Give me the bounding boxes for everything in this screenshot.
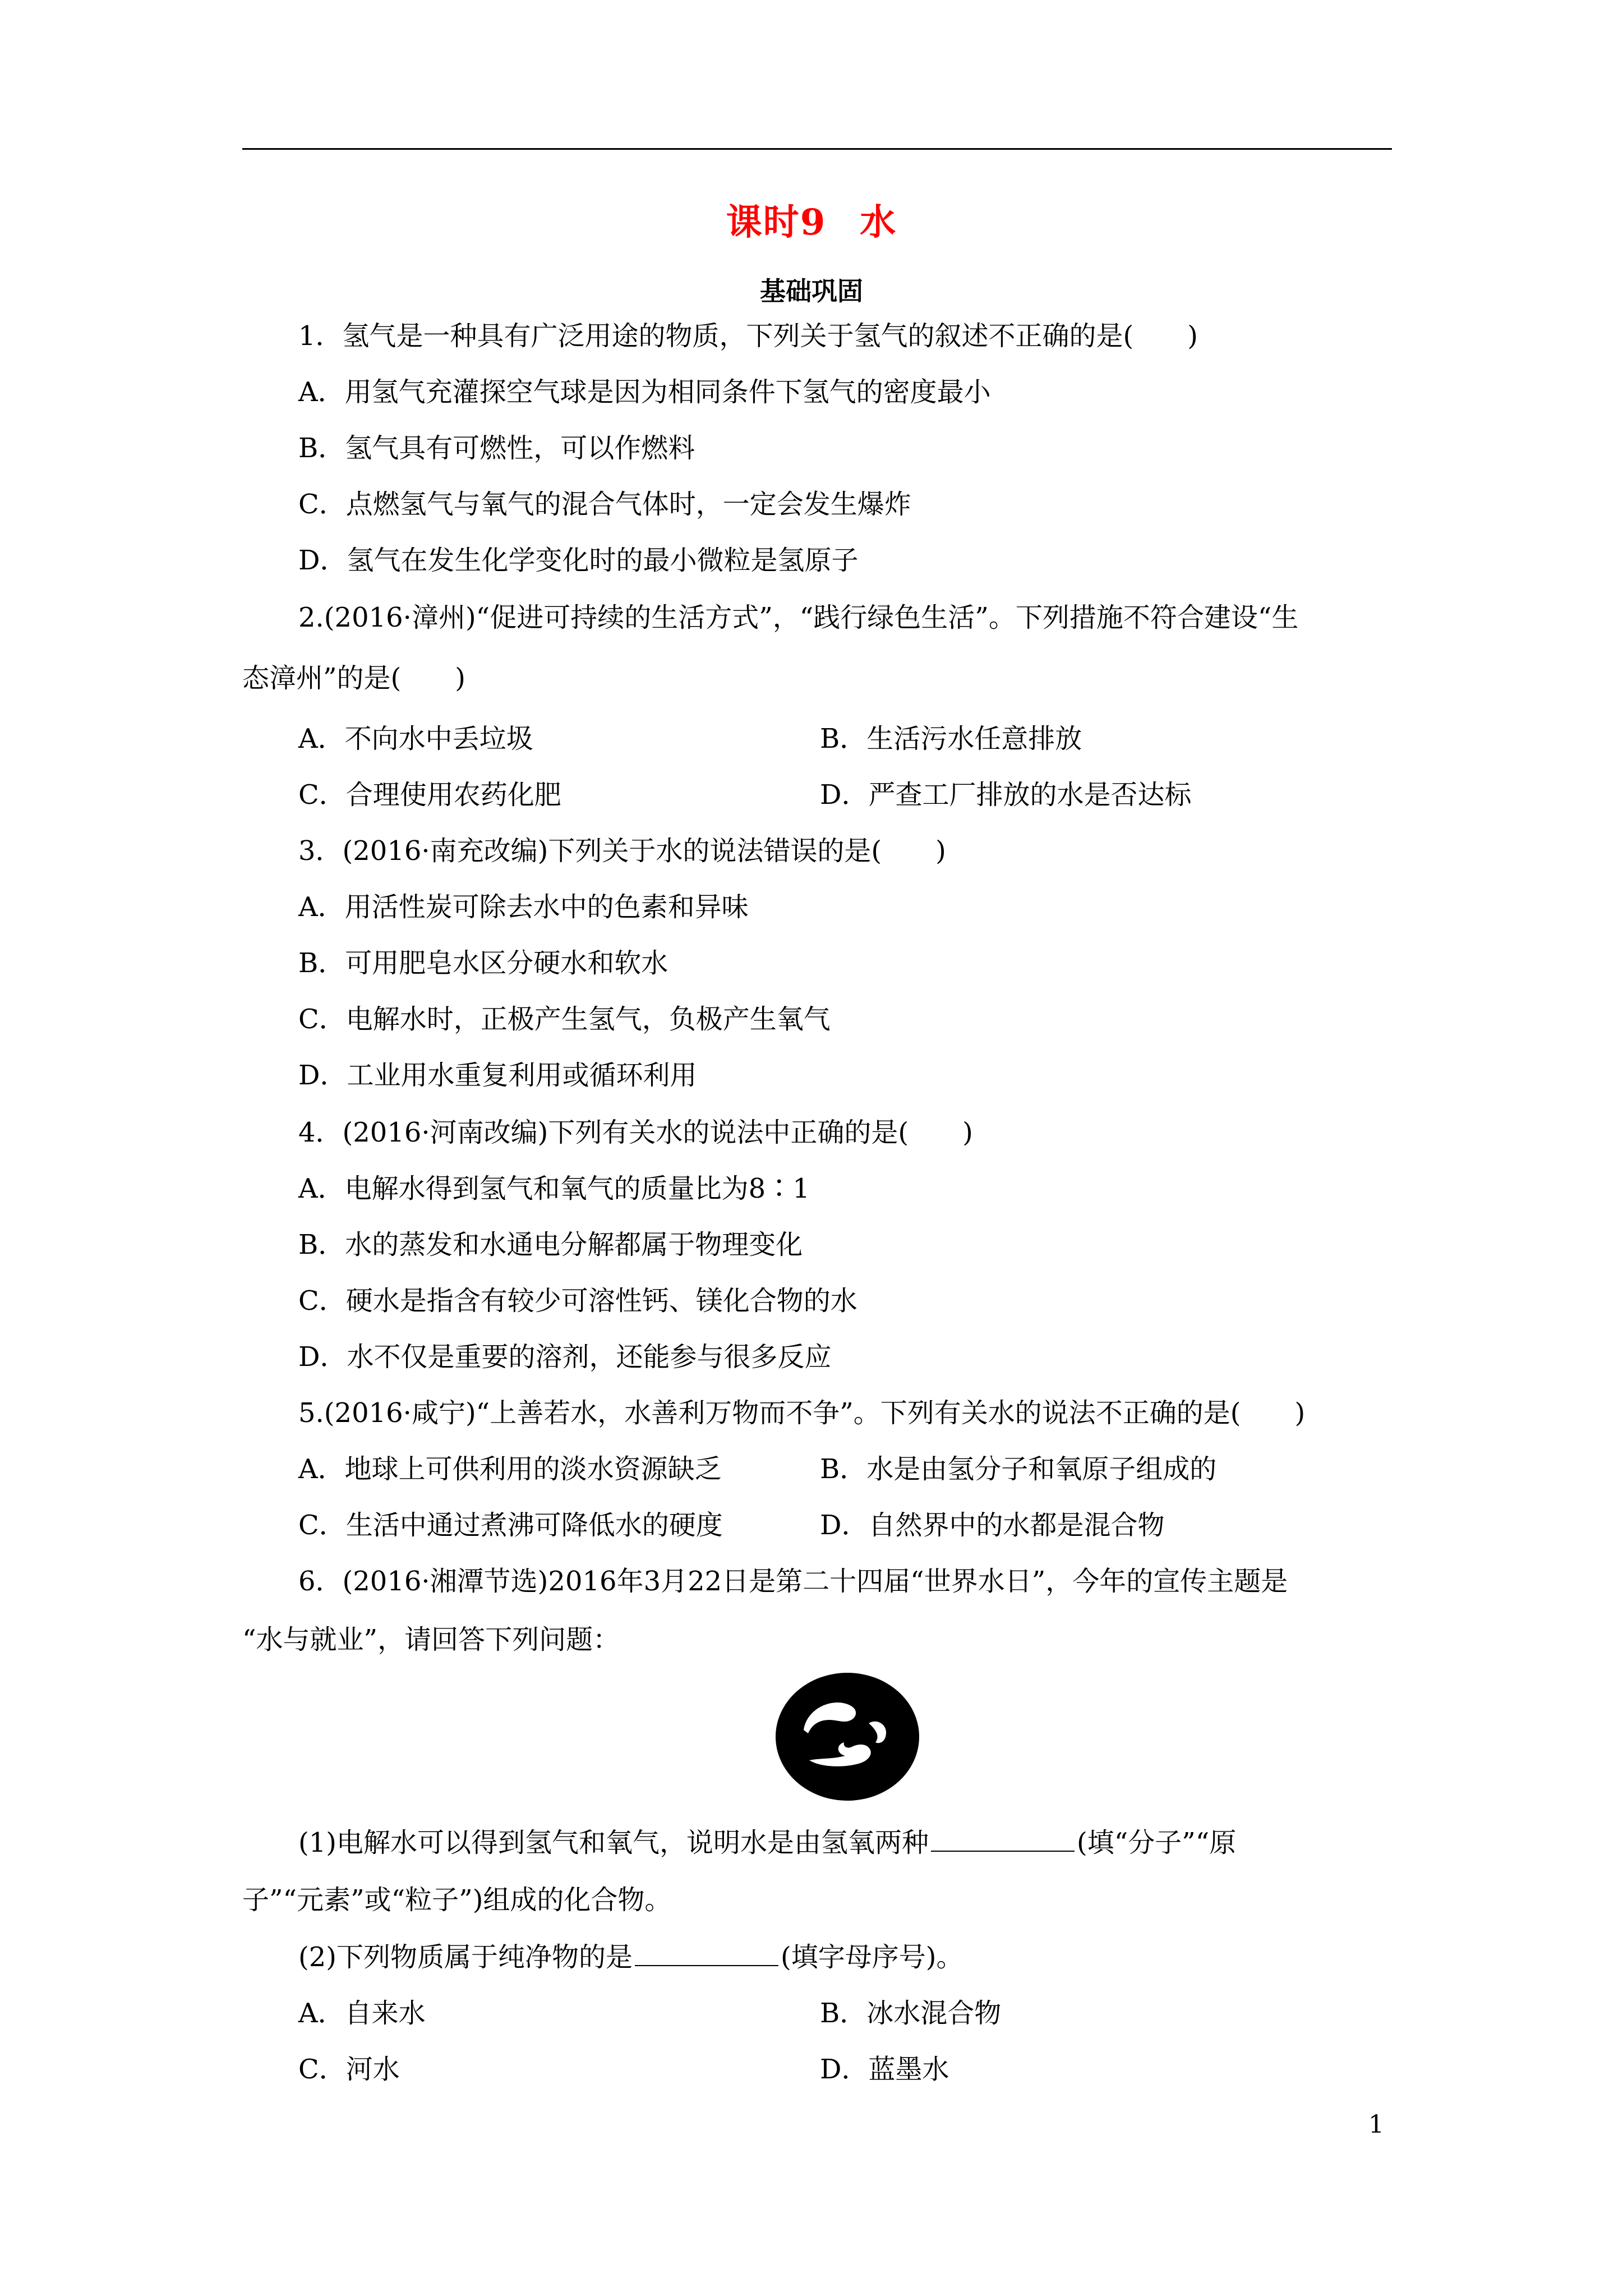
q5-option-d: D．自然界中的水都是混合物: [820, 1510, 1165, 1541]
page-number: 1: [1368, 2110, 1384, 2139]
q6-part2-hint: (填字母序号)。: [781, 1941, 963, 1973]
q4-option-b: B．水的蒸发和水通电分解都属于物理变化: [298, 1229, 803, 1260]
q5-option-a: A．地球上可供利用的淡水资源缺乏: [298, 1453, 722, 1485]
q6-option-b: B．冰水混合物: [820, 1998, 1002, 2029]
q6-part2-blank[interactable]: [635, 1939, 778, 1966]
q1-option-b: B．氢气具有可燃性，可以作燃料: [298, 432, 695, 464]
q2-option-d: D．严查工厂排放的水是否达标: [820, 779, 1192, 811]
q3-stem: 3．(2016·南充改编)下列关于水的说法错误的是( ): [298, 835, 946, 867]
q6-part1-hint: (填“分子”“原: [1077, 1827, 1237, 1858]
q6-part2-text: (2)下列物质属于纯净物的是: [298, 1941, 633, 1973]
q6-part1: [298, 1823, 1236, 1862]
title-main: 课时9: [726, 201, 827, 243]
q3-option-b: B．可用肥皂水区分硬水和软水: [298, 947, 668, 979]
q1-stem: 1．氢气是一种具有广泛用途的物质，下列关于氢气的叙述不正确的是( ): [298, 320, 1198, 352]
q1-option-d: D．氢气在发生化学变化时的最小微粒是氢原子: [298, 545, 859, 576]
q6-option-a: A．自来水: [298, 1998, 426, 2029]
q2-stem: 2.(2016·漳州)“促进可持续的生活方式”，“践行绿色生活”。下列措施不符合建设“生: [298, 602, 1299, 633]
q6-part2: [298, 1938, 963, 1977]
q5-option-c: C．生活中通过煮沸可降低水的硬度: [298, 1510, 723, 1541]
water-saving-logo-icon: [774, 1672, 920, 1802]
q6-part1-cont: 子”“元素”或“粒子”)组成的化合物。: [242, 1884, 672, 1916]
q5-option-b: B．水是由氢分子和氧原子组成的: [820, 1453, 1217, 1485]
q6-stem: 6．(2016·湘潭节选)2016年3月22日是第二十四届“世界水日”，今年的宣传主题是: [298, 1566, 1288, 1597]
section-heading: 基础巩固: [760, 276, 863, 306]
q2-option-c: C．合理使用农药化肥: [298, 779, 561, 811]
q4-stem: 4．(2016·河南改编)下列有关水的说法中正确的是( ): [298, 1117, 973, 1148]
q6-option-c: C．河水: [298, 2054, 400, 2085]
q3-option-c: C．电解水时，正极产生氢气，负极产生氧气: [298, 1004, 831, 1035]
title-sub: 水: [860, 201, 897, 243]
q4-option-d: D．水不仅是重要的溶剂，还能参与很多反应: [298, 1341, 832, 1373]
q4-option-c: C．硬水是指含有较少可溶性钙、镁化合物的水: [298, 1285, 857, 1317]
q1-option-a: A．用氢气充灌探空气球是因为相同条件下氢气的密度最小: [298, 376, 991, 408]
q3-option-a: A．用活性炭可除去水中的色素和异味: [298, 891, 749, 923]
q3-option-d: D．工业用水重复利用或循环利用: [298, 1060, 697, 1091]
page-title: [0, 197, 1623, 248]
q1-option-c: C．点燃氢气与氧气的混合气体时，一定会发生爆炸: [298, 489, 911, 520]
q4-option-a: A．电解水得到氢气和氧气的质量比为8∶1: [298, 1173, 810, 1204]
q2-option-b: B．生活污水任意排放: [820, 723, 1082, 754]
q6-part1-blank[interactable]: [931, 1825, 1075, 1852]
q2-stem-cont: 态漳州”的是( ): [242, 662, 465, 694]
q2-option-a: A．不向水中丢垃圾: [298, 723, 533, 754]
header-rule: [242, 148, 1392, 150]
q6-stem-cont: “水与就业”，请回答下列问题：: [242, 1624, 620, 1655]
q6-option-d: D．蓝墨水: [820, 2054, 949, 2085]
q5-stem: 5.(2016·咸宁)“上善若水，水善利万物而不争”。下列有关水的说法不正确的是( ): [298, 1397, 1306, 1429]
q6-part1-text: (1)电解水可以得到氢气和氧气，说明水是由氢氧两种: [298, 1827, 929, 1858]
